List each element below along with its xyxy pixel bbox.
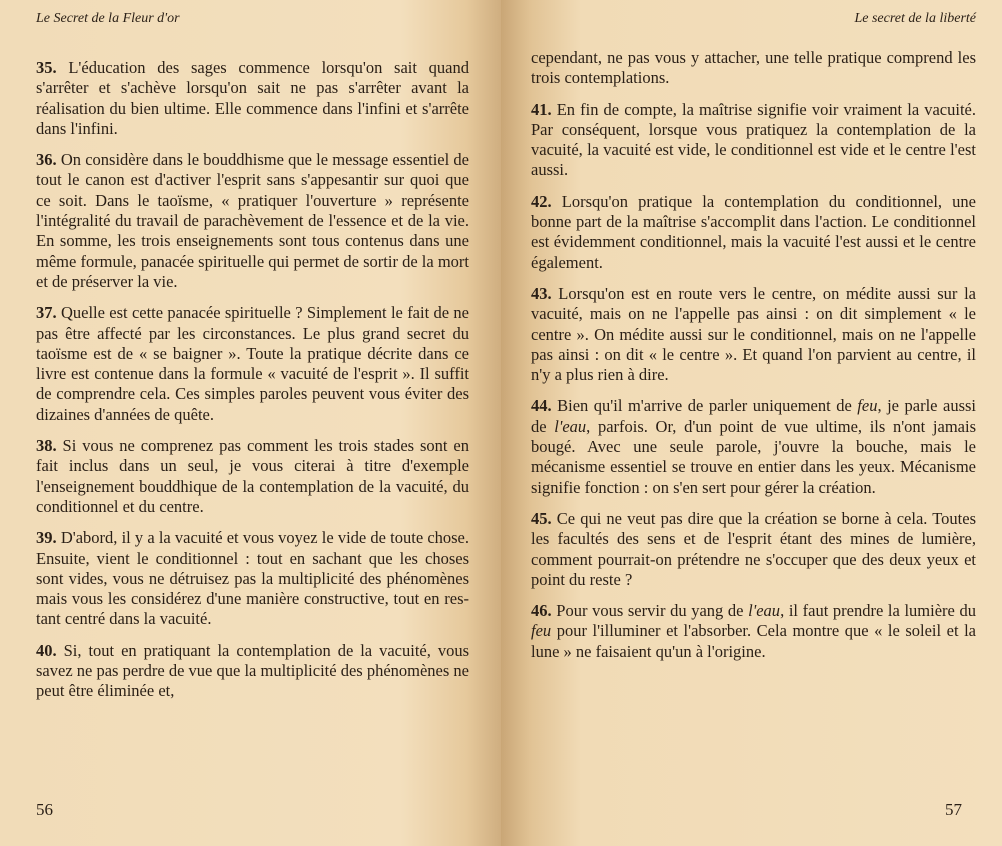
paragraph-continuation xyxy=(531,48,976,89)
paragraph-number: 39. xyxy=(36,528,57,548)
paragraph-36 xyxy=(36,150,469,292)
paragraph-44 xyxy=(531,396,976,497)
paragraph-text: , il faut prendre la lumière du xyxy=(780,601,976,621)
italic-term: l'eau xyxy=(554,416,587,436)
paragraph-text: Si vous ne comprenez pas comment les trois stades sont en fait inclus dans un seul, je vous citerai à titre d'exemple l'enseignement bouddhique de la contemplation de la vacuité, du conditionnel et du centre. xyxy=(36,436,470,516)
paragraph-text: Lorsqu'on est en route vers le centre, on médite aussi sur la vacuité, mais on ne l'appelle pas ainsi : on dit simplement « le centre ». On médite aussi sur le conditionnel, mais on ne l'appelle pas ainsi : on dit « le centre ». Et quand l'on parvient au centre, il n'y a plus rien à dire. xyxy=(531,283,976,385)
paragraph-42 xyxy=(531,192,976,273)
paragraph-number: 41. xyxy=(531,99,552,119)
paragraph-40 xyxy=(36,641,469,702)
paragraph-38 xyxy=(36,436,469,517)
paragraph-number: 45. xyxy=(531,508,552,528)
paragraph-text: Ce qui ne veut pas dire que la création se borne à cela. Toutes les facultés des sens et de l'esprit étant des mines de lumière, comment pourrait-on prétendre ne s'occuper que des deux yeux et point du reste ? xyxy=(531,508,976,589)
paragraph-number: 40. xyxy=(36,640,57,660)
paragraph-text: Si, tout en pratiquant la contemplation de la vacuité, vous savez ne pas perdre de vue que la multiplicité des phénomènes ne peut être éliminée et, xyxy=(36,640,469,701)
paragraph-text: pour l'illuminer et l'absorber. Cela montre que « le soleil et la lune » ne faisaient qu'un à l'origine. xyxy=(531,621,976,661)
italic-term: feu xyxy=(857,396,878,416)
paragraph-text: Lorsqu'on pratique la contemplation du conditionnel, une bonne part de la maîtrise s'accomplit dans l'action. Le conditionnel est évidemment conditionnel, mais la vacuité l'est aussi et le centre également. xyxy=(531,191,976,272)
paragraph-text: Pour vous servir du yang de xyxy=(556,601,749,621)
paragraph-text: cependant, ne pas vous y attacher, une telle pratique comprend les trois contemplations. xyxy=(531,48,976,88)
paragraph-number: 37. xyxy=(36,303,57,323)
page-number-left: 56 xyxy=(36,800,53,819)
italic-term: l'eau xyxy=(748,601,781,621)
italic-term: feu xyxy=(531,621,552,641)
paragraph-text: Bien qu'il m'arrive de parler uniquement de xyxy=(557,396,858,416)
paragraph-number: 43. xyxy=(531,283,552,303)
paragraph-text: Quelle est cette panacée spirituelle ? Simplement le fait de ne pas être affecté par les circonstances. Le plus grand secret du taoïsme est de « se baigner ». Toute la pratique décrite dans ce livre est contenue dans la formule « vacuité de l'esprit ». Il suffit de comprendre cela. Ces simples paroles peuvent vous éviter des dizaines d'années de quête. xyxy=(36,303,469,424)
paragraph-35 xyxy=(36,58,469,139)
paragraph-number: 42. xyxy=(531,191,552,211)
paragraph-39 xyxy=(36,528,469,629)
paragraph-46 xyxy=(531,601,976,662)
paragraph-number: 44. xyxy=(531,396,552,416)
paragraph-43 xyxy=(531,284,976,385)
paragraph-number: 36. xyxy=(36,150,57,170)
paragraph-text: On considère dans le bouddhisme que le message essentiel de tout le canon est d'activer l'esprit sans s'appesantir sur quoi que ce soit. Dans le taoïsme, « pratiquer l'ouverture » représente l'intégralité du travail de parachèvement de l'essence et de la vie. En somme, les trois enseignements sont tous contenus dans une même formule, panacée spirituelle qui permet de sortir de la mort et de préserver la vie. xyxy=(36,150,470,291)
paragraph-text: L'éducation des sages commence lorsqu'on sait quand s'arrêter et s'achève lorsqu'on sait ne pas s'arrêter avant la réalisation du bien ultime. Elle commence dans l'infini et s'arrête dans l'infini. xyxy=(36,58,469,138)
paragraph-text: En fin de compte, la maîtrise signifie voir vraiment la vacuité. Par conséquent, lorsque vous pratiquez la contemplation de la vacuité, la vacuité est vide, le conditionnel est vide et le centre l'est aussi. xyxy=(531,99,976,180)
right-page xyxy=(501,0,1002,846)
paragraph-45 xyxy=(531,509,976,590)
running-head-right: Le secret de la liberté xyxy=(854,11,976,26)
running-head-left: Le Secret de la Fleur d'or xyxy=(36,11,180,26)
page-number-right: 57 xyxy=(945,800,962,819)
paragraph-text: , je parle aussi de xyxy=(531,396,976,436)
paragraph-number: 38. xyxy=(36,436,57,456)
paragraph-number: 46. xyxy=(531,601,552,621)
paragraph-number: 35. xyxy=(36,58,57,77)
paragraph-37 xyxy=(36,303,469,425)
paragraph-41 xyxy=(531,100,976,181)
paragraph-text: , parfois. Or, d'un point de vue ultime, ils n'ont jamais bougé. Avec une seule parole, j'ouvre la bouche, mais le mécanisme essentiel se trouve en entier dans les yeux. Mécanisme signifie fonction : on s'en sert pour gérer la création. xyxy=(531,416,976,497)
paragraph-text: D'abord, il y a la vacuité et vous voyez le vide de toute chose. Ensuite, vient le conditionnel : tout en sachant que les choses sont vides, vous ne détruisez pas la multiplicité des phénomènes mais vous les considérez d'une manière constructive, tout en restant centré dans la vacuité. xyxy=(36,528,470,629)
